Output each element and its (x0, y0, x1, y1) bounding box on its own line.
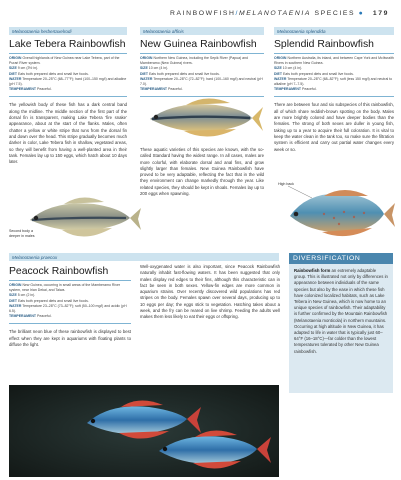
fact-list (9, 283, 131, 319)
entry-new-guinea (140, 27, 264, 97)
fact-temperament: TEMPERAMENT Peaceful. (9, 314, 52, 319)
fact-water: WATER Temperature 20–28°C (68–82°F); soft (less 150 mg/l) and neutral to alkaline (pH 7–7.5). (274, 76, 393, 87)
box-heading: DIVERSIFICATION (289, 253, 393, 264)
fact-water: WATER Temperature 20–28°C (72–82°F); hard (100–160 mg/l) and neutral (pH 7.0). (140, 76, 263, 87)
fact-size: SIZE 5 cm (2 in). (9, 293, 36, 298)
scientific-name: Melanotaenia praecox (9, 253, 279, 261)
species-title: Lake Tebera Rainbowfish (9, 39, 126, 50)
fact-list (9, 56, 127, 92)
new-guinea-body-text: These aquatic varieties of this species are known, with the so-called Standard having the widest range. In all cases, males are more colorful, with elaborate dorsal and anal fins, and grow slightly larger than females. New Guinea Rainbowfish have proved to be very adaptable, reflecting the fact that in the wild they environment can change markedly through the year. Like related species, they should be kept in shoals. Females lay up to 200 eggs when spawning. (140, 147, 264, 197)
fact-diet: DIET Eats both prepared diets and small live foods. (274, 71, 354, 76)
caption-leader-line (288, 186, 312, 198)
box-body: an extremely adaptable group. This is illustrated not only by differences in appearance between individuals of the same species but also by the ease in which these fish have colonized localized habitats, such as Lake Tebera in New Guinea, which is now home to an unique species of rainbowfish. Their adaptability is further confirmed by the Mountain Rainbowfish (Melanotaenia monticola) in northern mountains. Occurring at high altitude in New Guinea, it has adapted to life in water that is typically just 60–64°F (16–18°C)—far colder than the lowest temperatures tolerated by other New Guinea rainbowfish. (294, 268, 388, 354)
photo-caption: High back (278, 182, 294, 186)
species-title: Peacock Rainbowfish (9, 266, 109, 277)
fact-size: SIZE 9 cm (3½ in). (9, 66, 39, 71)
entry-splendid (274, 27, 394, 153)
divider (9, 96, 127, 97)
lake-tebera-rainbowfish-photo (22, 190, 142, 245)
peacock-left-column (9, 262, 131, 348)
fact-diet: DIET Eats both prepared diets and small live foods. (140, 71, 220, 76)
fact-diet: DIET Eats both prepared diets and small live foods. (9, 71, 89, 76)
fact-water: WATER Temperature 20–25°C (68–77°F); hard (100–150 mg/l) and alkaline (pH 7.5). (9, 76, 127, 87)
fact-water: WATER Temperature 23–28°C (73–82°F); soft (50–100 mg/l) and acidic (pH 6.5). (9, 303, 127, 314)
scientific-name: Melanotaenia affinis (140, 27, 264, 35)
fact-temperament: TEMPERAMENT Peaceful. (9, 87, 52, 92)
fact-diet: DIET Eats both prepared diets and small live foods. (9, 298, 89, 303)
entry-lake-tebera (9, 27, 127, 165)
header-group: MELANOTAENIA (239, 10, 311, 17)
peacock-rainbowfish-photo (9, 385, 279, 477)
species-title: New Guinea Rainbowfish (140, 39, 257, 50)
fact-origin: ORIGIN Overall highlands of New Guinea near Lake Tebera, part of the Purari River system. (9, 56, 120, 66)
body-text: There are between four and six subspecies of this rainbowfish, all of which share reddish-brown spotting on the body. Males are more brightly colored and have deeper bodies than the females. The strong of both sexes are duller in young fish, taking up to a year to acquire their full coloration. It is vital to keep the water clean in the tank too, so make sure the filtration system is efficient and carry out partial water changes every week or so. (274, 102, 394, 152)
fact-temperament: TEMPERAMENT Peaceful. (274, 87, 317, 92)
divider (274, 96, 394, 97)
box-lead: Rainbowfish form (294, 268, 331, 273)
splendid-rainbowfish-photo (284, 184, 396, 242)
header-slash: / (235, 10, 240, 17)
fact-origin: ORIGIN New Guinea, occurring in small areas of the Mamberamo River system, near Irian Dekai, and Taiwa. (9, 283, 121, 293)
header-kind: SPECIES (314, 10, 356, 17)
fact-list (140, 56, 264, 92)
fact-size: SIZE 10 cm (4 in). (274, 66, 303, 71)
peacock-body-text-right: Well-oxygenated water is also important, since Peacock Rainbowfish naturally inhabit fast-flowing waters. It has been suggested that only males display red edges to their fins, although this characteristic can in fact be seen in both sexes. Yellow-fin edges are more common in aquarium strains. Over recently discovered wild populations has red stripes on the body. Females spawn over several days, producing up to 10 eggs per day; the eggs stick to vegetation. Hatching takes about a week, and the fry can be reared on live shrimp. Feeding the adults well makes them less likely to eat their eggs or offspring. (140, 264, 280, 320)
body-text: The brilliant neon blue of these rainbowfish is displayed to best effect when they are kept in aquariums with floating plants to diffuse the light. (9, 329, 131, 348)
fact-origin: ORIGIN Northern Australia, its inland, and between Cape York and McIlwraith Rivers in southern New Guinea. (274, 56, 394, 66)
running-header (170, 10, 389, 17)
body-text: The yellowish body of these fish has a dark central band along the midline. The middle section of the first part of the dorsal fin is transparent, making Lake Tebera ‘fire snake’ appearance, about at the start of the flanks. Males, often chatter a yellow or white stripe that runs from the dorsal fin and down over the head. This stripe gradually becomes much darker in color, Lake Tebera fish in shallow, vegetated areas, so they will benefit from having a well-planted area in their tank. Females lay up to 150 eggs, which hatch about 10 days later. (9, 102, 127, 165)
divider (140, 53, 264, 54)
diversification-box (289, 253, 393, 393)
divider (9, 280, 131, 281)
fact-list (274, 56, 394, 92)
divider (9, 53, 127, 54)
scientific-name: Melanotaenia splendida (274, 27, 394, 35)
fact-size: SIZE 10 cm (4 in). (140, 66, 169, 71)
fact-origin: ORIGIN Northern New Guinea, including the Sepik River (Papua) and Mamberamo (New Guinea) rivers. (140, 56, 248, 66)
header-section: RAINBOWFISH (169, 10, 236, 17)
photo-caption: Second body a deeper in males (9, 229, 35, 238)
species-title: Splendid Rainbowfish (274, 39, 374, 50)
scientific-name: Melanotaenia herbertaxelrodi (9, 27, 127, 35)
new-guinea-rainbowfish-photo (140, 93, 264, 143)
page-number: 179 (372, 10, 389, 17)
divider (274, 53, 394, 54)
divider (9, 323, 131, 324)
entry-peacock (9, 253, 279, 261)
fact-temperament: TEMPERAMENT Peaceful. (140, 87, 183, 92)
header-bullet: ● (358, 10, 365, 17)
box-text (289, 264, 393, 359)
